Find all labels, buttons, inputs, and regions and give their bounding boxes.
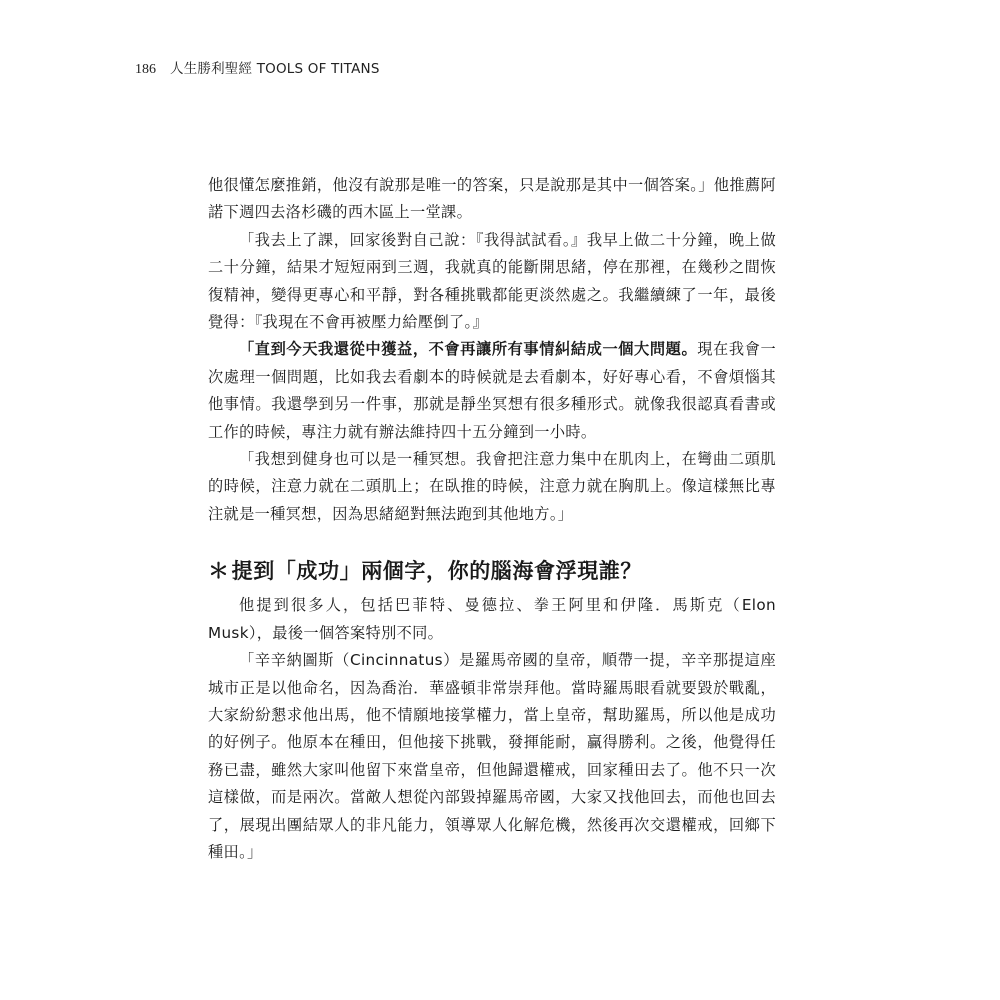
- running-header: [135, 60, 380, 79]
- paragraph-quote-practice: 「我去上了課，回家後對自己說：『我得試試看。』我早上做二十分鐘，晚上做二十分鐘，結果才短短兩到三週，我就真的能斷開思緒，停在那裡，在幾秒之間恢復精神，變得更專心和平靜，對各種挑戰都能更淡然處之。我繼續練了一年，最後覺得：『我現在不會再被壓力給壓倒了。』: [208, 230, 776, 332]
- asterisk-icon: ＊: [208, 559, 230, 584]
- paragraph-answer-intro: 他提到很多人，包括巴菲特、曼德拉、拳王阿里和伊隆．馬斯克（Elon Musk），最後一個答案特別不同。: [208, 596, 776, 642]
- bold-lead-sentence: 「直到今天我還從中獲益，不會再讓所有事情糾結成一個大問題。: [239, 340, 698, 359]
- paragraph-quote-cincinnatus: 「辛辛納圖斯（Cincinnatus）是羅馬帝國的皇帝，順帶一提，辛辛那提這座城市正是以他命名，因為喬治．華盛頓非常崇拜他。當時羅馬眼看就要毀於戰亂，大家紛紛懇求他出馬，他不情願地接掌權力，當上皇帝，幫助羅馬，所以他是成功的好例子。他原本在種田，但他接下挑戰，發揮能耐，贏得勝利。之後，他覺得任務已盡，雖然大家叫他留下來當皇帝，但他歸還權戒，回家種田去了。他不只一次這樣做，而是兩次。當敵人想從內部毀掉羅馬帝國，大家又找他回去，而他也回去了，展現出團結眾人的非凡能力，領導眾人化解危機，然後再次交還權戒，回鄉下種田。」: [208, 651, 776, 861]
- paragraph-body: 現在我會一次處理一個問題，比如我去看劇本的時候就是去看劇本，好好專心看，不會煩惱其他事情。我還學到另一件事，那就是靜坐冥想有很多種形式。就像我很認真看書或工作的時候，專注力就有辦法維持四十五分鐘到一小時。: [208, 340, 776, 441]
- body-text: [208, 172, 776, 866]
- paragraph-quote-benefit: [208, 336, 776, 446]
- section-heading: [208, 556, 776, 586]
- paragraph-continued: 他很懂怎麼推銷，他沒有說那是唯一的答案，只是說那是其中一個答案。」他推薦阿諾下週四去洛杉磯的西木區上一堂課。: [208, 176, 776, 222]
- page-number: 186: [135, 62, 156, 77]
- section-heading-text: 提到「成功」兩個字，你的腦海會浮現誰？: [231, 559, 643, 584]
- book-title: 人生勝利聖經 TOOLS OF TITANS: [170, 61, 380, 77]
- paragraph-quote-fitness: 「我想到健身也可以是一種冥想。我會把注意力集中在肌肉上，在彎曲二頭肌的時候，注意力就在二頭肌上；在臥推的時候，注意力就在胸肌上。像這樣無比專注就是一種冥想，因為思緒絕對無法跑到其他地方。」: [208, 450, 776, 523]
